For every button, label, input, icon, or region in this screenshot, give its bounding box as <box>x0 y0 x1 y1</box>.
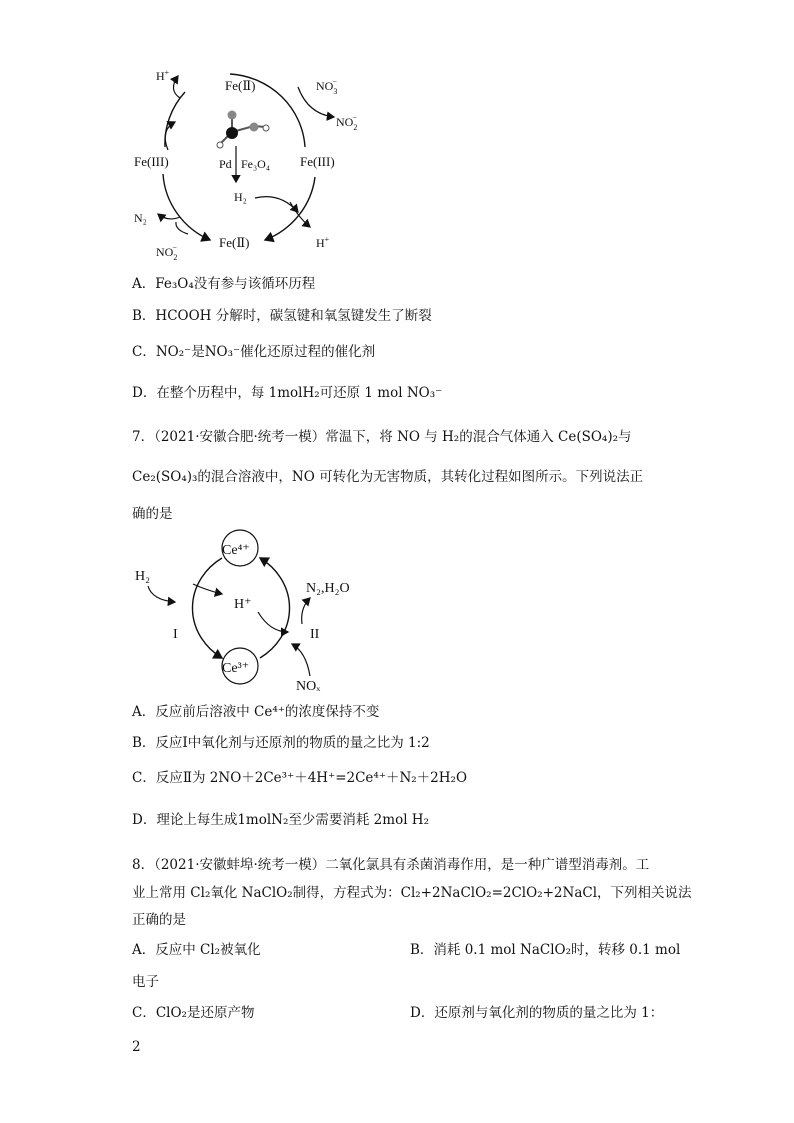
label-reaction-1: I <box>173 627 178 642</box>
label-h-plus-bottom: H+ <box>316 235 330 250</box>
arrow-h2-in <box>148 586 175 602</box>
label-no3: $NO_3-$ <box>316 77 338 96</box>
oxygen-atom <box>228 111 237 120</box>
q7-option-c: C．反应Ⅱ为 2NO＋2Ce³⁺＋4H⁺=2Ce⁴⁺＋N₂＋2H₂O <box>132 770 468 786</box>
q7-stem-line1: 7．（2021·安徽合肥·统考一模）常温下，将 NO 与 H₂的混合气体通入 Ce(SO₄)₂与 <box>132 429 632 445</box>
q7-option-b: B．反应Ⅰ中氧化剂与还原剂的物质的量之比为 1:2 <box>132 735 430 751</box>
label-fe2-bottom: Fe(Ⅱ) <box>219 235 250 250</box>
label-h-plus: H⁺ <box>234 597 252 612</box>
q8-option-d: D．还原剂与氧化剂的物质的量之比为 1： <box>410 1005 664 1021</box>
q8-option-c: C．ClO₂是还原产物 <box>132 1005 255 1021</box>
label-nox: NOₓ <box>296 679 321 694</box>
q7-stem-line2: Ce₂(SO₄)₃的混合溶液中，NO 可转化为无害物质，其转化过程如图所示。下列说法正 <box>132 469 644 485</box>
label-h-plus-top: H+ <box>156 68 170 83</box>
q8-stem-line3: 正确的是 <box>132 912 186 928</box>
label-ce3: Ce³⁺ <box>222 661 250 676</box>
label-no2-bottom: $NO_2-$ <box>156 243 178 262</box>
label-h2: H₂ <box>234 190 247 204</box>
q6-option-c: C．NO₂⁻是NO₃⁻催化还原过程的催化剂 <box>132 344 376 360</box>
arrow-h-plus-in <box>258 612 288 632</box>
arc-reaction-2 <box>260 558 290 658</box>
label-fe3-left: Fe(III) <box>134 154 169 169</box>
q8-option-a: A．反应中 Cl₂被氧化 <box>132 942 261 958</box>
label-pd: Pd <box>219 157 232 171</box>
hydrogen-atom-2 <box>263 125 269 131</box>
arrow-nox-in <box>292 644 310 676</box>
q8-option-b: B．消耗 0.1 mol NaClO₂时，转移 0.1 mol <box>410 942 681 958</box>
q8-option-b-continued: 电子 <box>132 974 159 990</box>
arrow-h-plus-out <box>193 584 222 594</box>
ce-cycle-figure <box>130 528 390 698</box>
oxygen-atom-2 <box>250 123 259 132</box>
label-fe3o4: Fe₃O₄ <box>241 157 271 171</box>
arrow-h-plus-top <box>173 76 180 98</box>
arc-reaction-1 <box>192 558 222 658</box>
q6-option-a: A．Fe₃O₄没有参与该循环历程 <box>132 276 316 292</box>
label-h2: H₂ <box>135 569 150 584</box>
q6-option-b: B．HCOOH 分解时，碳氢键和氧氢键发生了断裂 <box>132 308 432 324</box>
arc-bottom-left <box>163 174 210 240</box>
q7-option-d: D．理论上每生成1molN₂至少需要消耗 2mol H₂ <box>132 812 429 828</box>
label-n2-h2o: N₂,H₂O <box>306 581 350 596</box>
q8-stem-line1: 8．（2021·安徽蚌埠·统考一模）二氧化氯具有杀菌消毒作用，是一种广谱型消毒剂。工 <box>132 857 650 873</box>
q6-option-d: D．在整个历程中，每 1molH₂可还原 1 mol NO₃⁻ <box>132 385 443 401</box>
arc-top-left <box>165 92 185 147</box>
label-reaction-2: II <box>310 627 320 642</box>
q8-stem-line2: 业上常用 Cl₂氧化 NaClO₂制得，方程式为：Cl₂+2NaClO₂=2ClO₂+2NaCl，下列相关说法 <box>132 885 692 901</box>
arc-bottom-right <box>265 177 315 240</box>
page-number: 2 <box>132 1039 141 1055</box>
arrow-n2 <box>158 214 180 219</box>
hydrogen-atom <box>217 142 223 148</box>
q7-stem-line3: 确的是 <box>132 506 173 522</box>
q7-option-a: A．反应前后溶液中 Ce⁴⁺的浓度保持不变 <box>132 704 380 720</box>
label-n2: N₂ <box>134 211 147 225</box>
arrow-products-out <box>302 598 310 624</box>
label-fe2-top: Fe(Ⅱ) <box>225 78 256 93</box>
label-fe3-right: Fe(III) <box>300 154 335 169</box>
label-no2-right: $NO_2-$ <box>336 113 358 132</box>
carbon-atom <box>226 127 238 139</box>
fe-cycle-figure <box>120 62 380 267</box>
label-ce4: Ce⁴⁺ <box>222 543 250 558</box>
